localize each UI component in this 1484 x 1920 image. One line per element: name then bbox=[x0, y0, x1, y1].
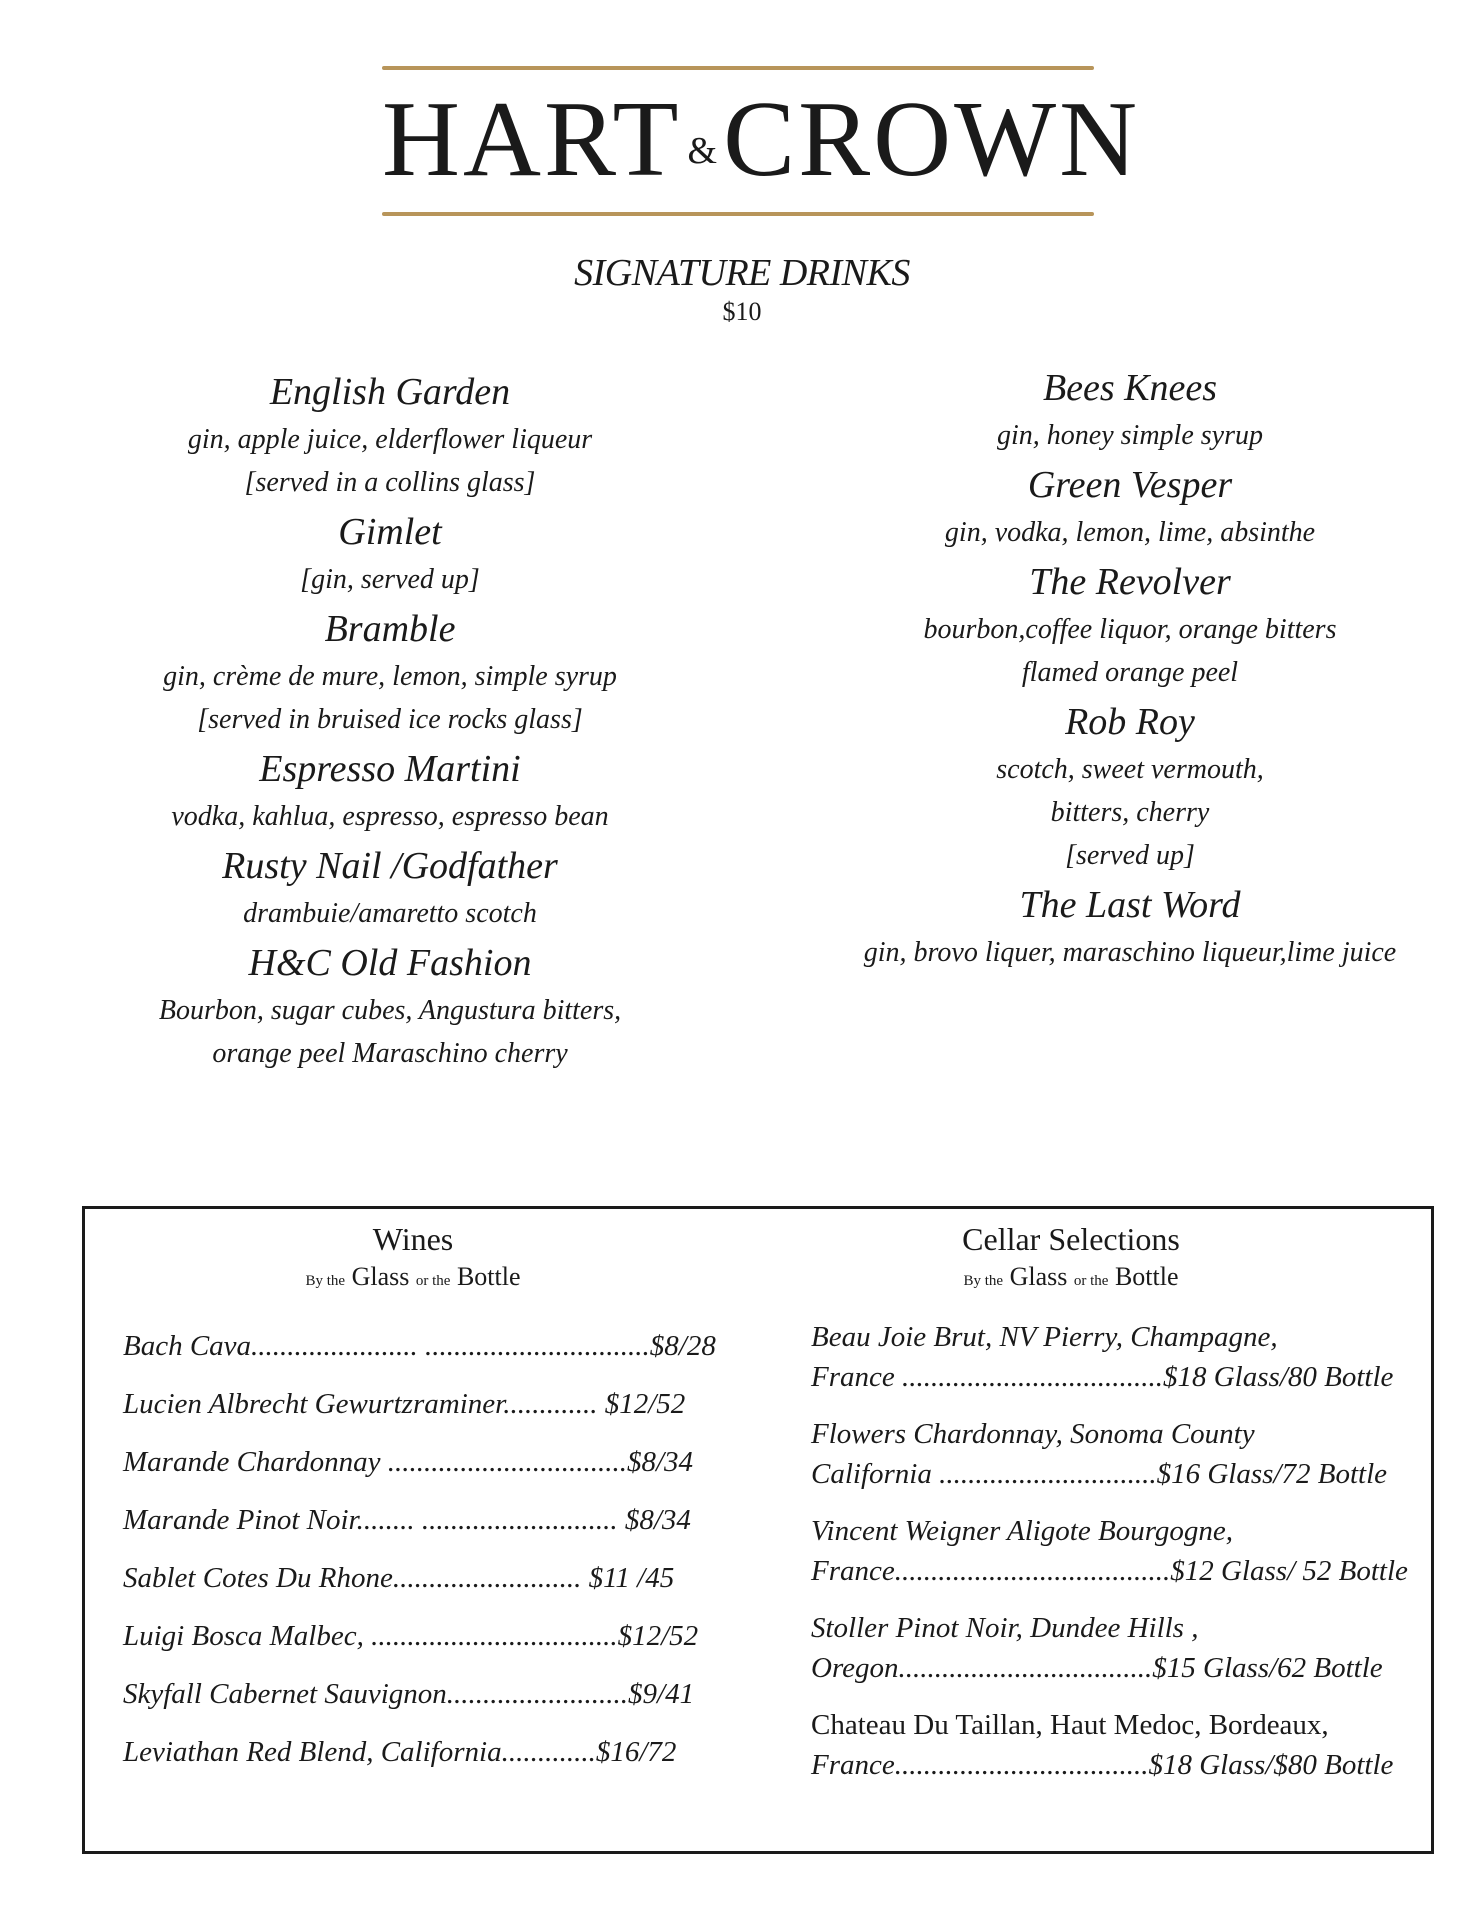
logo-bottom-rule bbox=[382, 212, 1094, 216]
drink-description: bourbon,coffee liquor, orange bitters bbox=[923, 614, 1337, 645]
drink-description: gin, vodka, lemon, lime, absinthe bbox=[944, 517, 1316, 548]
drink-item bbox=[95, 506, 685, 601]
drink-description: orange peel Maraschino cherry bbox=[212, 1038, 568, 1069]
drink-name: Bramble bbox=[324, 608, 456, 650]
logo-wordmark bbox=[382, 80, 1141, 201]
cellar-subtitle: By the Glass or the Bottle bbox=[963, 1262, 1179, 1291]
drink-item bbox=[800, 696, 1460, 877]
logo-word-hart: HART bbox=[382, 80, 682, 199]
cellar-title: Cellar Selections bbox=[962, 1221, 1180, 1257]
drink-description: drambuie/amaretto scotch bbox=[243, 898, 537, 929]
drink-name: Green Vesper bbox=[1027, 464, 1233, 506]
drink-description: [served in bruised ice rocks glass] bbox=[197, 704, 583, 735]
drink-item bbox=[95, 743, 685, 838]
wines-subtitle: By the Glass or the Bottle bbox=[305, 1262, 521, 1291]
cellar-item bbox=[811, 1317, 1421, 1397]
drink-description: gin, crème de mure, lemon, simple syrup bbox=[163, 661, 617, 692]
cellar-item bbox=[811, 1608, 1421, 1688]
cellar-item-price: France......................................$12 Glass/ 52 Bottle bbox=[811, 1555, 1408, 1587]
drink-name: Gimlet bbox=[338, 511, 442, 553]
cellar-column bbox=[811, 1219, 1421, 1802]
drink-item bbox=[95, 366, 685, 504]
drink-description: [served in a collins glass] bbox=[244, 467, 536, 498]
drink-name: English Garden bbox=[269, 371, 511, 413]
drink-item bbox=[95, 937, 685, 1075]
drink-description: scotch, sweet vermouth, bbox=[996, 754, 1264, 785]
drink-item bbox=[800, 556, 1460, 694]
logo-top-rule bbox=[382, 66, 1094, 70]
cellar-item-price: Oregon...................................$15 Glass/62 Bottle bbox=[811, 1652, 1383, 1684]
drink-item bbox=[800, 459, 1460, 554]
cellar-item-price: France...................................$18 Glass/$80 Bottle bbox=[811, 1749, 1394, 1781]
drink-name: Rob Roy bbox=[1065, 701, 1195, 743]
cellar-item bbox=[811, 1511, 1421, 1591]
wine-item: Lucien Albrecht Gewurtzraminer............. $12/52 bbox=[123, 1388, 686, 1420]
logo-word-crown: CROWN bbox=[723, 80, 1141, 199]
signature-heading: SIGNATURE DRINKS bbox=[574, 252, 910, 294]
cellar-item bbox=[811, 1705, 1421, 1785]
drink-item bbox=[800, 362, 1460, 457]
drink-name: H&C Old Fashion bbox=[248, 942, 532, 984]
drink-item bbox=[95, 603, 685, 741]
wine-item: Marande Chardonnay .................................$8/34 bbox=[123, 1446, 694, 1478]
drink-description: bitters, cherry bbox=[1050, 797, 1210, 828]
cellar-item-price: California ..............................$16 Glass/72 Bottle bbox=[811, 1458, 1387, 1490]
wine-item: Luigi Bosca Malbec, ..................................$12/52 bbox=[123, 1620, 699, 1652]
drink-description: gin, honey simple syrup bbox=[997, 420, 1263, 451]
drink-description: gin, apple juice, elderflower liqueur bbox=[187, 424, 593, 455]
drink-description: vodka, kahlua, espresso, espresso bean bbox=[171, 801, 609, 832]
drink-description: gin, brovo liquer, maraschino liqueur,lime juice bbox=[863, 937, 1397, 968]
drink-name: The Last Word bbox=[1019, 884, 1241, 926]
drinks-right-column bbox=[800, 362, 1460, 976]
wine-item: Skyfall Cabernet Sauvignon.........................$9/41 bbox=[123, 1678, 695, 1710]
drink-description: [served up] bbox=[1065, 840, 1195, 871]
drink-description: flamed orange peel bbox=[1021, 657, 1239, 688]
drink-name: Rusty Nail /Godfather bbox=[222, 845, 558, 887]
drink-name: Bees Knees bbox=[1042, 367, 1218, 409]
cellar-item-name: Flowers Chardonnay, Sonoma County bbox=[811, 1418, 1255, 1450]
cellar-item-name: Vincent Weigner Aligote Bourgogne, bbox=[811, 1515, 1234, 1547]
cellar-item bbox=[811, 1414, 1421, 1494]
drink-description: Bourbon, sugar cubes, Angustura bitters, bbox=[158, 995, 622, 1026]
cellar-item-name: Beau Joie Brut, NV Pierry, Champagne, bbox=[811, 1321, 1278, 1353]
drink-description: [gin, served up] bbox=[300, 564, 480, 595]
drink-name: The Revolver bbox=[1029, 561, 1231, 603]
wines-title: Wines bbox=[372, 1221, 454, 1257]
cellar-item-name: Chateau Du Taillan, Haut Medoc, Bordeaux, bbox=[811, 1709, 1329, 1741]
signature-price: $10 bbox=[722, 297, 762, 326]
logo-ampersand: & bbox=[687, 130, 718, 172]
drink-item bbox=[95, 840, 685, 935]
wine-item: Sablet Cotes Du Rhone.......................... $11 /45 bbox=[123, 1562, 675, 1594]
drinks-left-column bbox=[95, 366, 685, 1077]
logo bbox=[382, 66, 1141, 216]
drink-item bbox=[800, 879, 1460, 974]
wine-list-box bbox=[82, 1206, 1434, 1854]
wine-item: Bach Cava....................... ...............................$8/28 bbox=[123, 1330, 716, 1362]
cellar-item-name: Stoller Pinot Noir, Dundee Hills , bbox=[811, 1612, 1199, 1644]
wines-column bbox=[123, 1219, 783, 1781]
wine-item: Leviathan Red Blend, California.............$16/72 bbox=[123, 1736, 677, 1768]
cellar-item-price: France ....................................$18 Glass/80 Bottle bbox=[811, 1361, 1394, 1393]
wine-item: Marande Pinot Noir........ ........................... $8/34 bbox=[123, 1504, 691, 1536]
drink-name: Espresso Martini bbox=[259, 748, 521, 790]
